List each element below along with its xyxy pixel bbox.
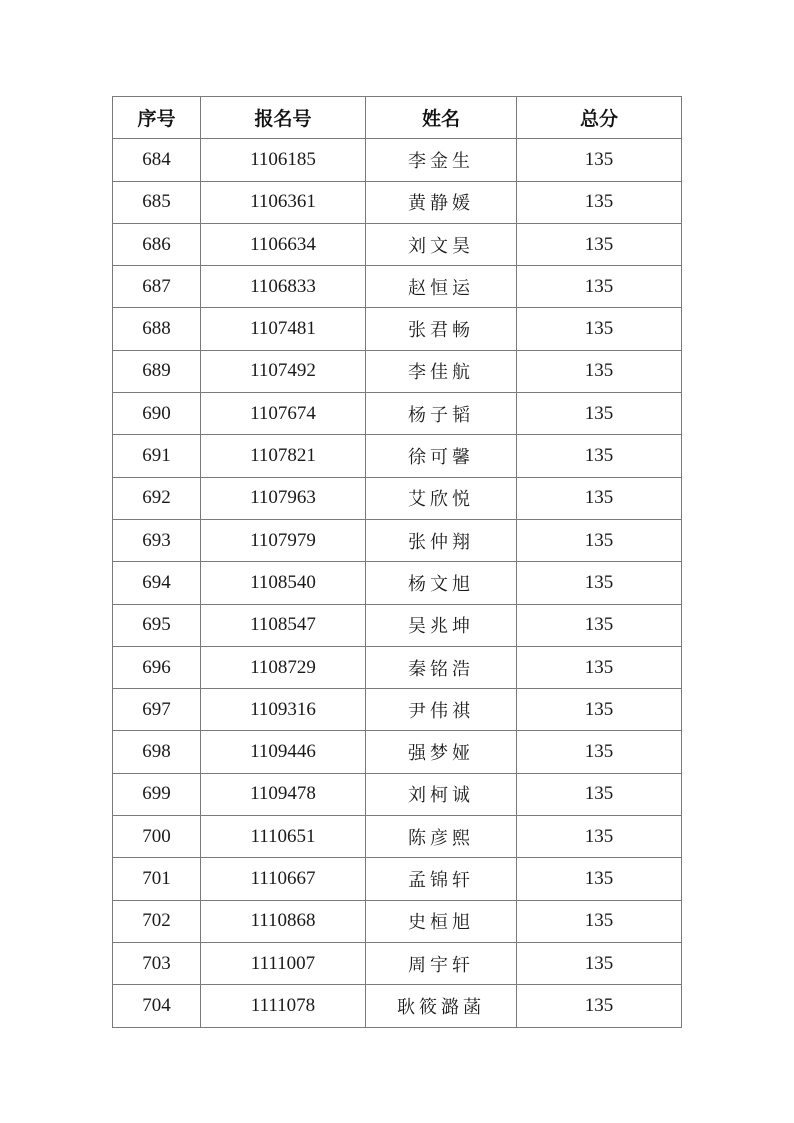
table-header-row xyxy=(113,97,682,139)
cell-reg-no: 1107481 xyxy=(201,308,366,350)
table-row xyxy=(113,308,682,350)
cell-reg-no: 1110651 xyxy=(201,816,366,858)
cell-name: 李金生 xyxy=(366,139,517,181)
cell-name: 赵恒运 xyxy=(366,266,517,308)
cell-seq: 696 xyxy=(113,646,201,688)
header-name: 姓名 xyxy=(366,97,517,139)
cell-seq: 684 xyxy=(113,139,201,181)
cell-reg-no: 1110667 xyxy=(201,858,366,900)
table-row xyxy=(113,562,682,604)
cell-reg-no: 1107979 xyxy=(201,519,366,561)
cell-score: 135 xyxy=(517,816,682,858)
cell-name: 张君畅 xyxy=(366,308,517,350)
table-body xyxy=(113,139,682,1027)
cell-reg-no: 1108729 xyxy=(201,646,366,688)
table-row xyxy=(113,900,682,942)
cell-reg-no: 1109316 xyxy=(201,689,366,731)
cell-score: 135 xyxy=(517,731,682,773)
cell-reg-no: 1106185 xyxy=(201,139,366,181)
header-score: 总分 xyxy=(517,97,682,139)
cell-name: 艾欣悦 xyxy=(366,477,517,519)
cell-seq: 694 xyxy=(113,562,201,604)
cell-seq: 701 xyxy=(113,858,201,900)
cell-name: 杨文旭 xyxy=(366,562,517,604)
cell-seq: 685 xyxy=(113,181,201,223)
table-row xyxy=(113,519,682,561)
cell-seq: 702 xyxy=(113,900,201,942)
cell-score: 135 xyxy=(517,350,682,392)
cell-score: 135 xyxy=(517,393,682,435)
table-row xyxy=(113,350,682,392)
cell-name: 秦铭浩 xyxy=(366,646,517,688)
cell-score: 135 xyxy=(517,562,682,604)
cell-name: 徐可馨 xyxy=(366,435,517,477)
cell-score: 135 xyxy=(517,604,682,646)
cell-seq: 704 xyxy=(113,985,201,1027)
cell-name: 刘文昊 xyxy=(366,223,517,265)
table-row xyxy=(113,139,682,181)
cell-reg-no: 1107821 xyxy=(201,435,366,477)
table-row xyxy=(113,646,682,688)
table-row xyxy=(113,223,682,265)
cell-reg-no: 1108540 xyxy=(201,562,366,604)
cell-reg-no: 1110868 xyxy=(201,900,366,942)
cell-score: 135 xyxy=(517,900,682,942)
table-row xyxy=(113,773,682,815)
cell-name: 刘柯诚 xyxy=(366,773,517,815)
cell-score: 135 xyxy=(517,477,682,519)
cell-seq: 690 xyxy=(113,393,201,435)
cell-seq: 687 xyxy=(113,266,201,308)
cell-name: 李佳航 xyxy=(366,350,517,392)
table-row xyxy=(113,858,682,900)
cell-seq: 698 xyxy=(113,731,201,773)
table-row xyxy=(113,731,682,773)
table-row xyxy=(113,181,682,223)
cell-reg-no: 1107492 xyxy=(201,350,366,392)
cell-name: 杨子韬 xyxy=(366,393,517,435)
cell-score: 135 xyxy=(517,646,682,688)
cell-name: 周宇轩 xyxy=(366,942,517,984)
cell-reg-no: 1106634 xyxy=(201,223,366,265)
cell-seq: 691 xyxy=(113,435,201,477)
cell-score: 135 xyxy=(517,223,682,265)
cell-score: 135 xyxy=(517,266,682,308)
cell-reg-no: 1107963 xyxy=(201,477,366,519)
cell-reg-no: 1109446 xyxy=(201,731,366,773)
table-row xyxy=(113,985,682,1027)
table-row xyxy=(113,477,682,519)
cell-seq: 688 xyxy=(113,308,201,350)
cell-seq: 689 xyxy=(113,350,201,392)
cell-reg-no: 1108547 xyxy=(201,604,366,646)
cell-reg-no: 1107674 xyxy=(201,393,366,435)
cell-seq: 699 xyxy=(113,773,201,815)
table-row xyxy=(113,942,682,984)
table-row xyxy=(113,816,682,858)
cell-seq: 697 xyxy=(113,689,201,731)
cell-name: 尹伟祺 xyxy=(366,689,517,731)
cell-name: 陈彦熙 xyxy=(366,816,517,858)
cell-score: 135 xyxy=(517,942,682,984)
cell-score: 135 xyxy=(517,308,682,350)
table-row xyxy=(113,266,682,308)
cell-score: 135 xyxy=(517,858,682,900)
cell-name: 黄静媛 xyxy=(366,181,517,223)
cell-reg-no: 1106361 xyxy=(201,181,366,223)
cell-name: 史桓旭 xyxy=(366,900,517,942)
cell-score: 135 xyxy=(517,139,682,181)
cell-name: 吴兆坤 xyxy=(366,604,517,646)
cell-seq: 695 xyxy=(113,604,201,646)
header-reg-no: 报名号 xyxy=(201,97,366,139)
table-row xyxy=(113,689,682,731)
cell-name: 张仲翔 xyxy=(366,519,517,561)
cell-score: 135 xyxy=(517,181,682,223)
cell-name: 强梦娅 xyxy=(366,731,517,773)
cell-score: 135 xyxy=(517,689,682,731)
cell-seq: 700 xyxy=(113,816,201,858)
cell-score: 135 xyxy=(517,985,682,1027)
table-row xyxy=(113,604,682,646)
cell-name: 孟锦轩 xyxy=(366,858,517,900)
cell-seq: 692 xyxy=(113,477,201,519)
cell-reg-no: 1106833 xyxy=(201,266,366,308)
cell-seq: 693 xyxy=(113,519,201,561)
table-row xyxy=(113,393,682,435)
header-seq: 序号 xyxy=(113,97,201,139)
cell-reg-no: 1109478 xyxy=(201,773,366,815)
score-table xyxy=(112,96,682,1028)
cell-seq: 703 xyxy=(113,942,201,984)
table-row xyxy=(113,435,682,477)
cell-name: 耿筱潞菡 xyxy=(366,985,517,1027)
cell-score: 135 xyxy=(517,435,682,477)
cell-reg-no: 1111078 xyxy=(201,985,366,1027)
cell-score: 135 xyxy=(517,773,682,815)
cell-score: 135 xyxy=(517,519,682,561)
cell-reg-no: 1111007 xyxy=(201,942,366,984)
cell-seq: 686 xyxy=(113,223,201,265)
